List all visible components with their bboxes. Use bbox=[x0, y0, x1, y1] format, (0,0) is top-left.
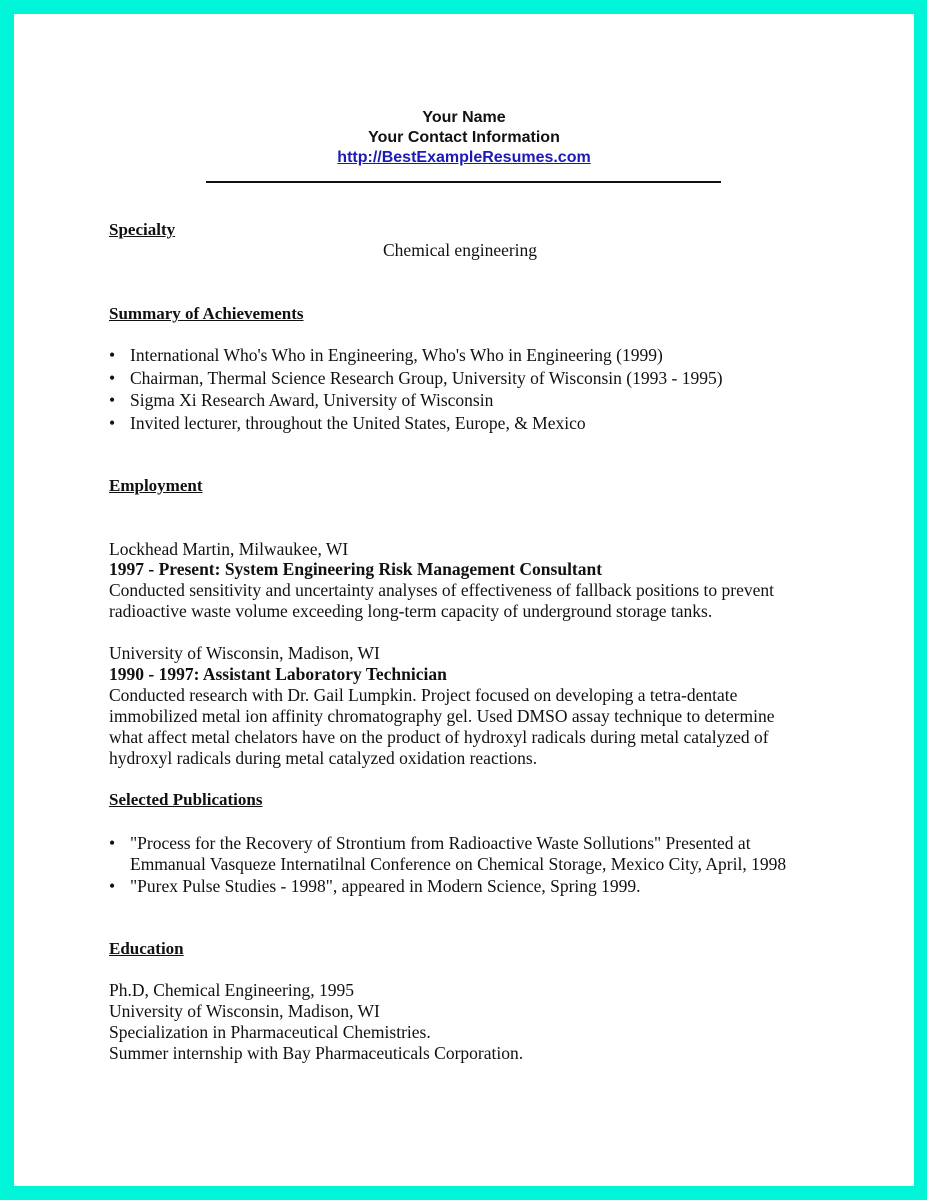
contact-info: Your Contact Information bbox=[368, 129, 560, 146]
specialty-value: Chemical engineering bbox=[383, 240, 538, 260]
website-link[interactable]: http://BestExampleResumes.com bbox=[337, 149, 591, 166]
job-description-line: Conducted sensitivity and uncertainty analyses of effectiveness of fallback positions to prevent bbox=[109, 580, 774, 600]
achievement-item: • Invited lecturer, throughout the United States, Europe, & Mexico bbox=[109, 413, 586, 433]
website-row bbox=[14, 149, 914, 167]
bullet-icon: • bbox=[109, 345, 116, 365]
achievement-item: • Chairman, Thermal Science Research Group, University of Wisconsin (1993 - 1995) bbox=[109, 368, 723, 388]
job-description-line: hydroxyl radicals during metal catalyzed oxidation reactions. bbox=[109, 748, 538, 768]
job-description-line: radioactive waste volume exceeding long-term capacity of underground storage tanks. bbox=[109, 601, 713, 621]
publication-item: • "Purex Pulse Studies - 1998", appeared in Modern Science, Spring 1999. bbox=[109, 876, 641, 896]
education-line: Specialization in Pharmaceutical Chemistries. bbox=[109, 1022, 431, 1042]
bullet-icon: • bbox=[109, 833, 116, 853]
job-employer: Lockhead Martin, Milwaukee, WI bbox=[109, 539, 349, 559]
candidate-name: Your Name bbox=[422, 109, 506, 126]
job-title: 1990 - 1997: Assistant Laboratory Technician bbox=[109, 664, 447, 684]
job-description-line: Conducted research with Dr. Gail Lumpkin. Project focused on developing a tetra-dentate bbox=[109, 685, 738, 705]
bullet-icon: • bbox=[109, 413, 116, 433]
publication-item: • "Process for the Recovery of Strontium from Radioactive Waste Sollutions" Presented at bbox=[109, 833, 751, 853]
bullet-icon: • bbox=[109, 368, 116, 388]
bullet-icon: • bbox=[109, 876, 116, 896]
job-employer: University of Wisconsin, Madison, WI bbox=[109, 643, 380, 663]
bullet-icon: • bbox=[109, 390, 116, 410]
education-line: Summer internship with Bay Pharmaceuticals Corporation. bbox=[109, 1043, 524, 1063]
job-description-line: what affect metal chelators have on the product of hydroxyl radicals during metal catalyzed of bbox=[109, 727, 769, 747]
job-title: 1997 - Present: System Engineering Risk Management Consultant bbox=[109, 559, 603, 579]
resume-page bbox=[14, 14, 914, 1186]
publication-item-continued: Emmanual Vasqueze Internatilnal Conference on Chemical Storage, Mexico City, April, 1998 bbox=[130, 854, 787, 874]
employment-heading: Employment bbox=[109, 476, 203, 495]
achievements-heading: Summary of Achievements bbox=[109, 304, 304, 323]
header-divider bbox=[206, 181, 721, 183]
education-line: Ph.D, Chemical Engineering, 1995 bbox=[109, 980, 354, 1000]
job-description-line: immobilized metal ion affinity chromatography gel. Used DMSO assay technique to determine bbox=[109, 706, 775, 726]
achievement-item: • International Who's Who in Engineering, Who's Who in Engineering (1999) bbox=[109, 345, 663, 365]
achievement-item: • Sigma Xi Research Award, University of Wisconsin bbox=[109, 390, 494, 410]
publications-heading: Selected Publications bbox=[109, 790, 263, 809]
education-heading: Education bbox=[109, 939, 184, 958]
education-line: University of Wisconsin, Madison, WI bbox=[109, 1001, 380, 1021]
specialty-heading: Specialty bbox=[109, 220, 176, 239]
